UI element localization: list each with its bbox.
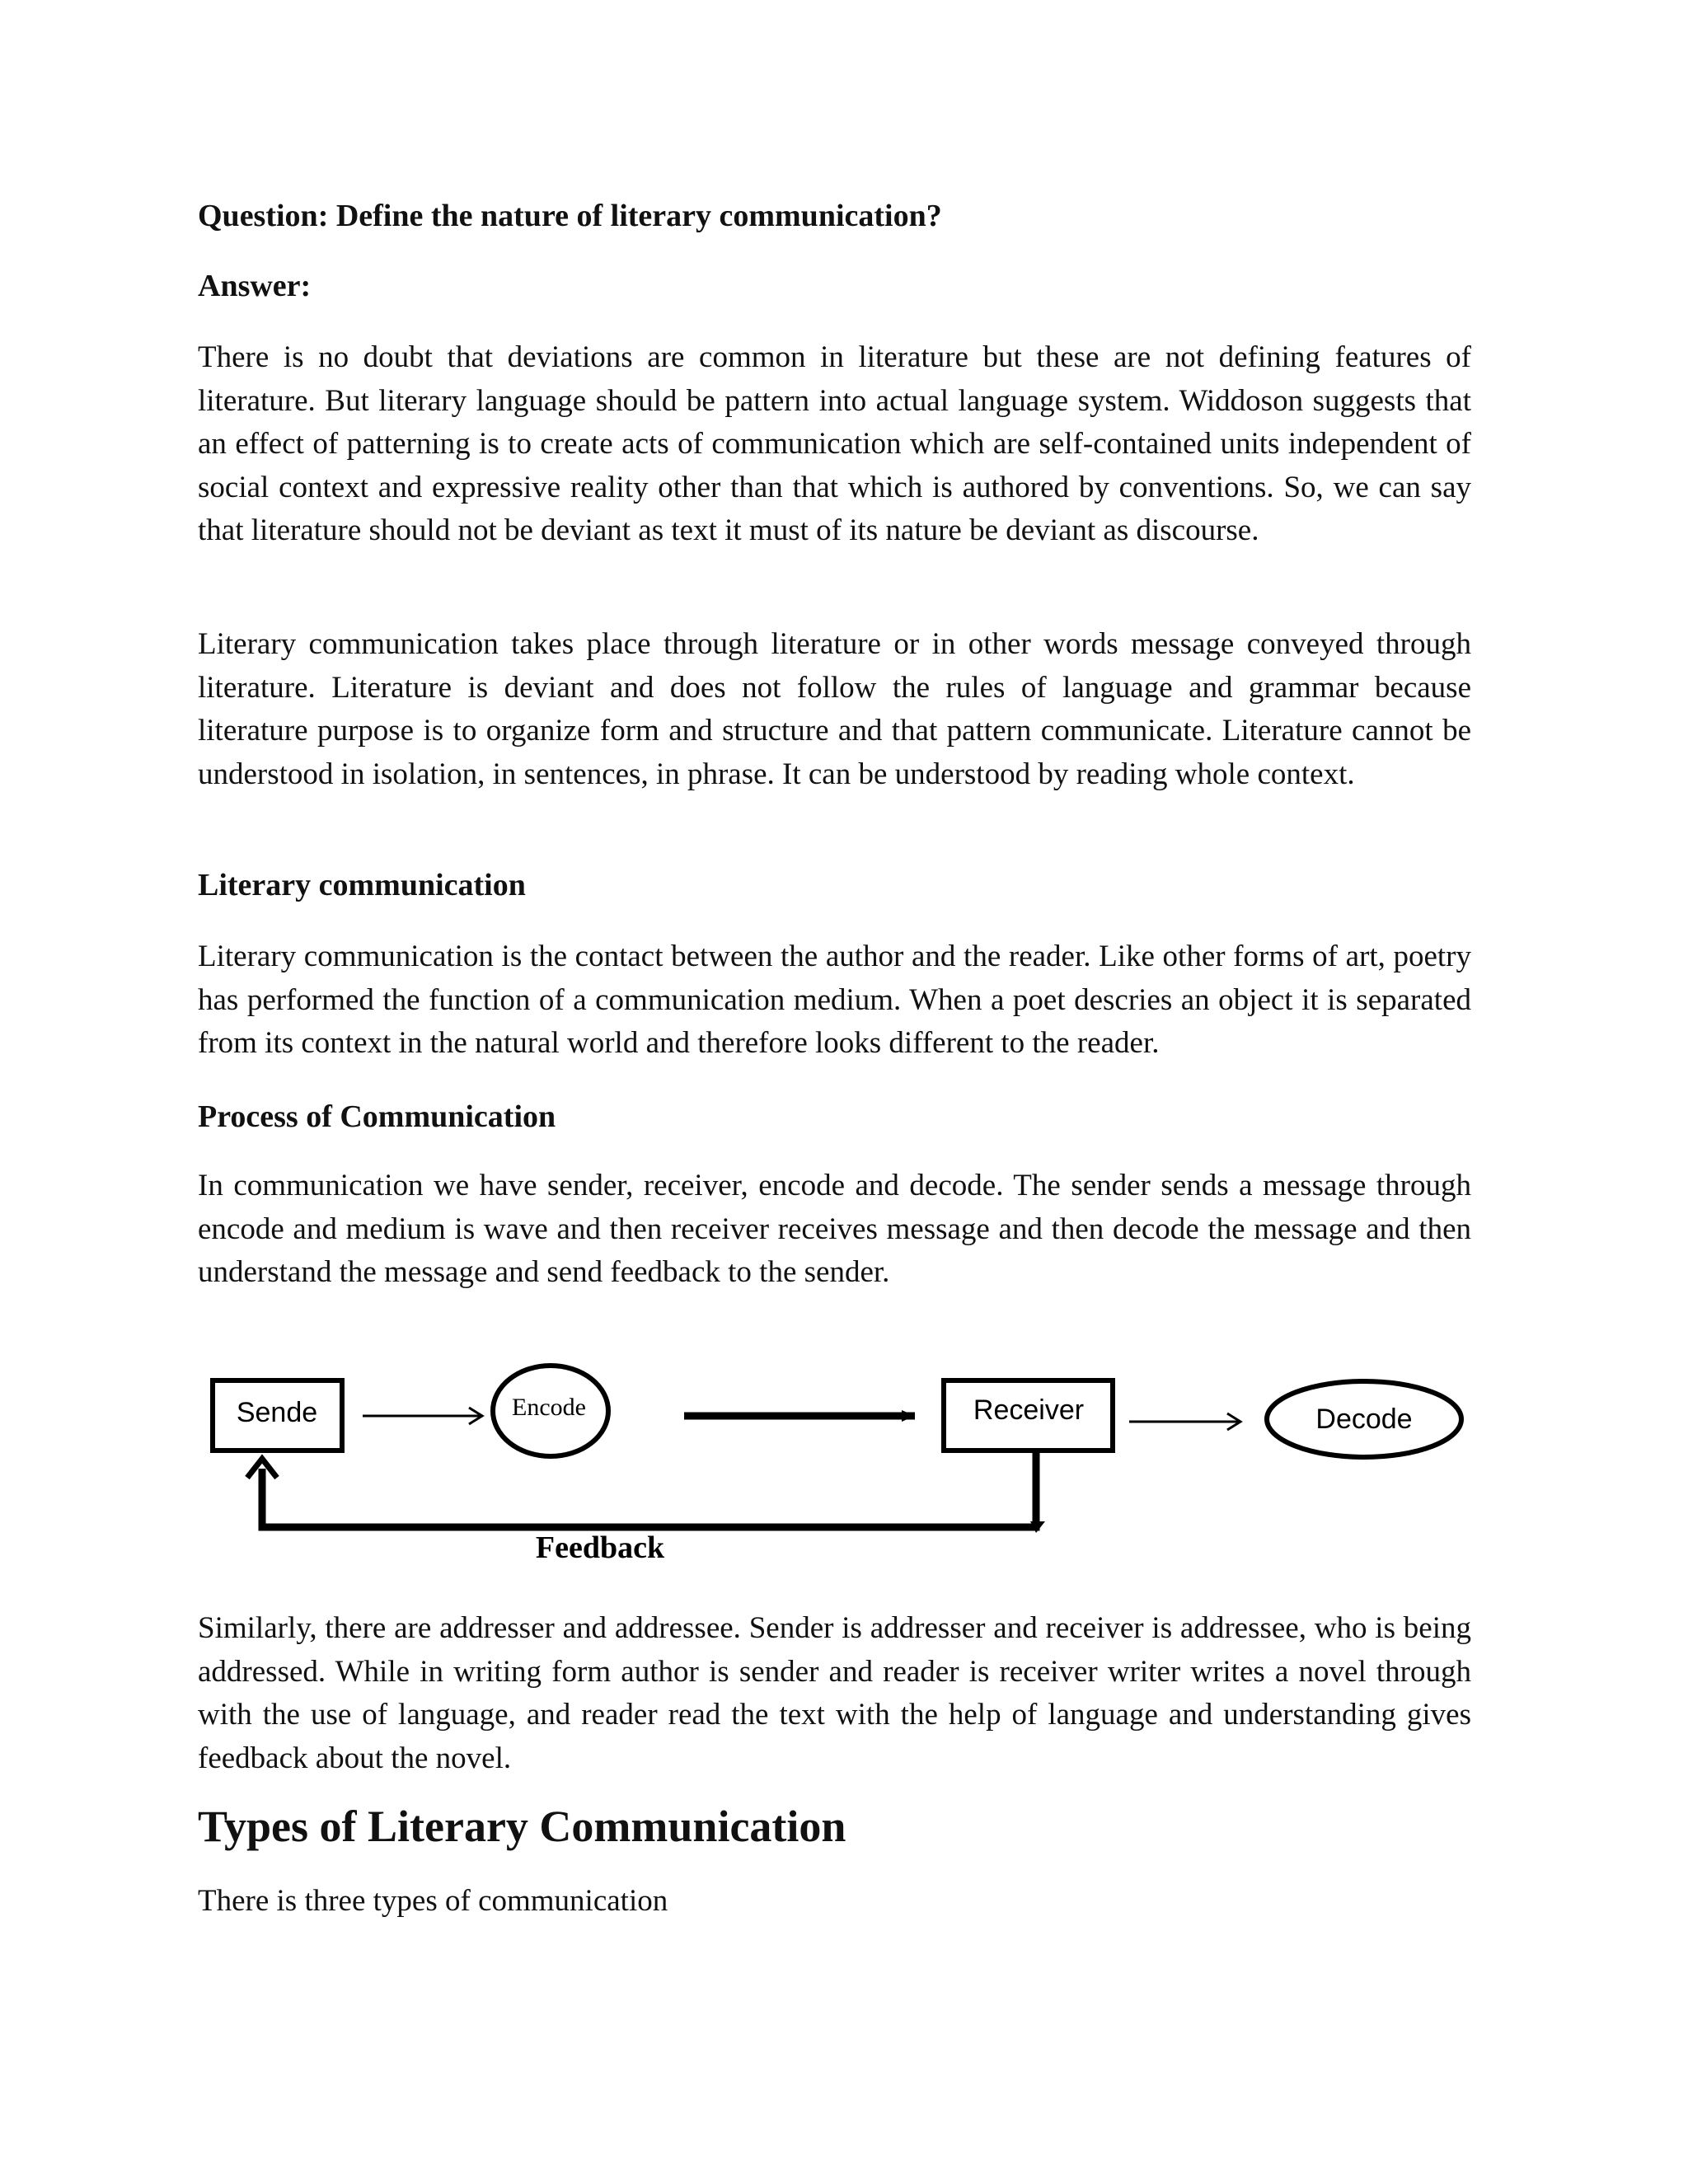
feedback-loop-line <box>262 1451 1036 1527</box>
paragraph-sender-receiver: In communication we have sender, receiver, encode and decode. The sender sends a message through encode and medium is wave and then receiver receives message and then decode the message and then understand the message and send feedback to the sender. <box>198 1169 1471 1289</box>
subheading-process-of-communication: Process of Communication <box>198 1099 556 1134</box>
question-heading: Question: Define the nature of literary communication? <box>198 199 942 233</box>
feedback-label: Feedback <box>535 1530 665 1565</box>
types-intro-text: There is three types of communication <box>198 1884 668 1918</box>
decode-label: Decode <box>1315 1403 1413 1435</box>
paragraph-deviations: There is no doubt that deviations are common in literature but these are not defining features of literature. But literary language should be pattern into actual language system. Widdoson suggests that an effect of patterning is to create acts of communication which are self-contained units independent of social context and expressive reality other than that which is authored by conventions. So, we can say that literature should not be deviant as text it must of its nature be deviant as discourse. <box>198 340 1471 547</box>
paragraph-contact-author-reader: Literary communication is the contact between the author and the reader. Like other forms of art, poetry has performed the function of a communication medium. When a poet descries an object it is separated from its context in the natural world and therefore looks different to the reader. <box>198 940 1471 1060</box>
paragraph-literary-communication-takes-place: Literary communication takes place through literature or in other words message conveyed through literature. Literature is deviant and does not follow the rules of language and grammar because literature purpose is to organize form and structure and that pattern communicate. Literature cannot be understood in isolation, in sentences, in phrase. It can be understood by reading whole context. <box>198 627 1471 791</box>
receiver-label: Receiver <box>973 1394 1085 1426</box>
heading-types-of-literary-communication: Types of Literary Communication <box>198 1802 846 1851</box>
sender-label: Sende <box>236 1396 318 1428</box>
answer-label: Answer: <box>198 269 312 303</box>
encode-label: Encode <box>512 1393 586 1421</box>
subheading-literary-communication: Literary communication <box>198 868 526 902</box>
paragraph-addresser-addressee: Similarly, there are addresser and addressee. Sender is addresser and receiver is addressee, who is being addressed. While in writing form author is sender and reader is receiver writer writes a novel through with the use of language, and reader read the text with the help of language and understanding gives feedback about the novel. <box>198 1611 1471 1775</box>
